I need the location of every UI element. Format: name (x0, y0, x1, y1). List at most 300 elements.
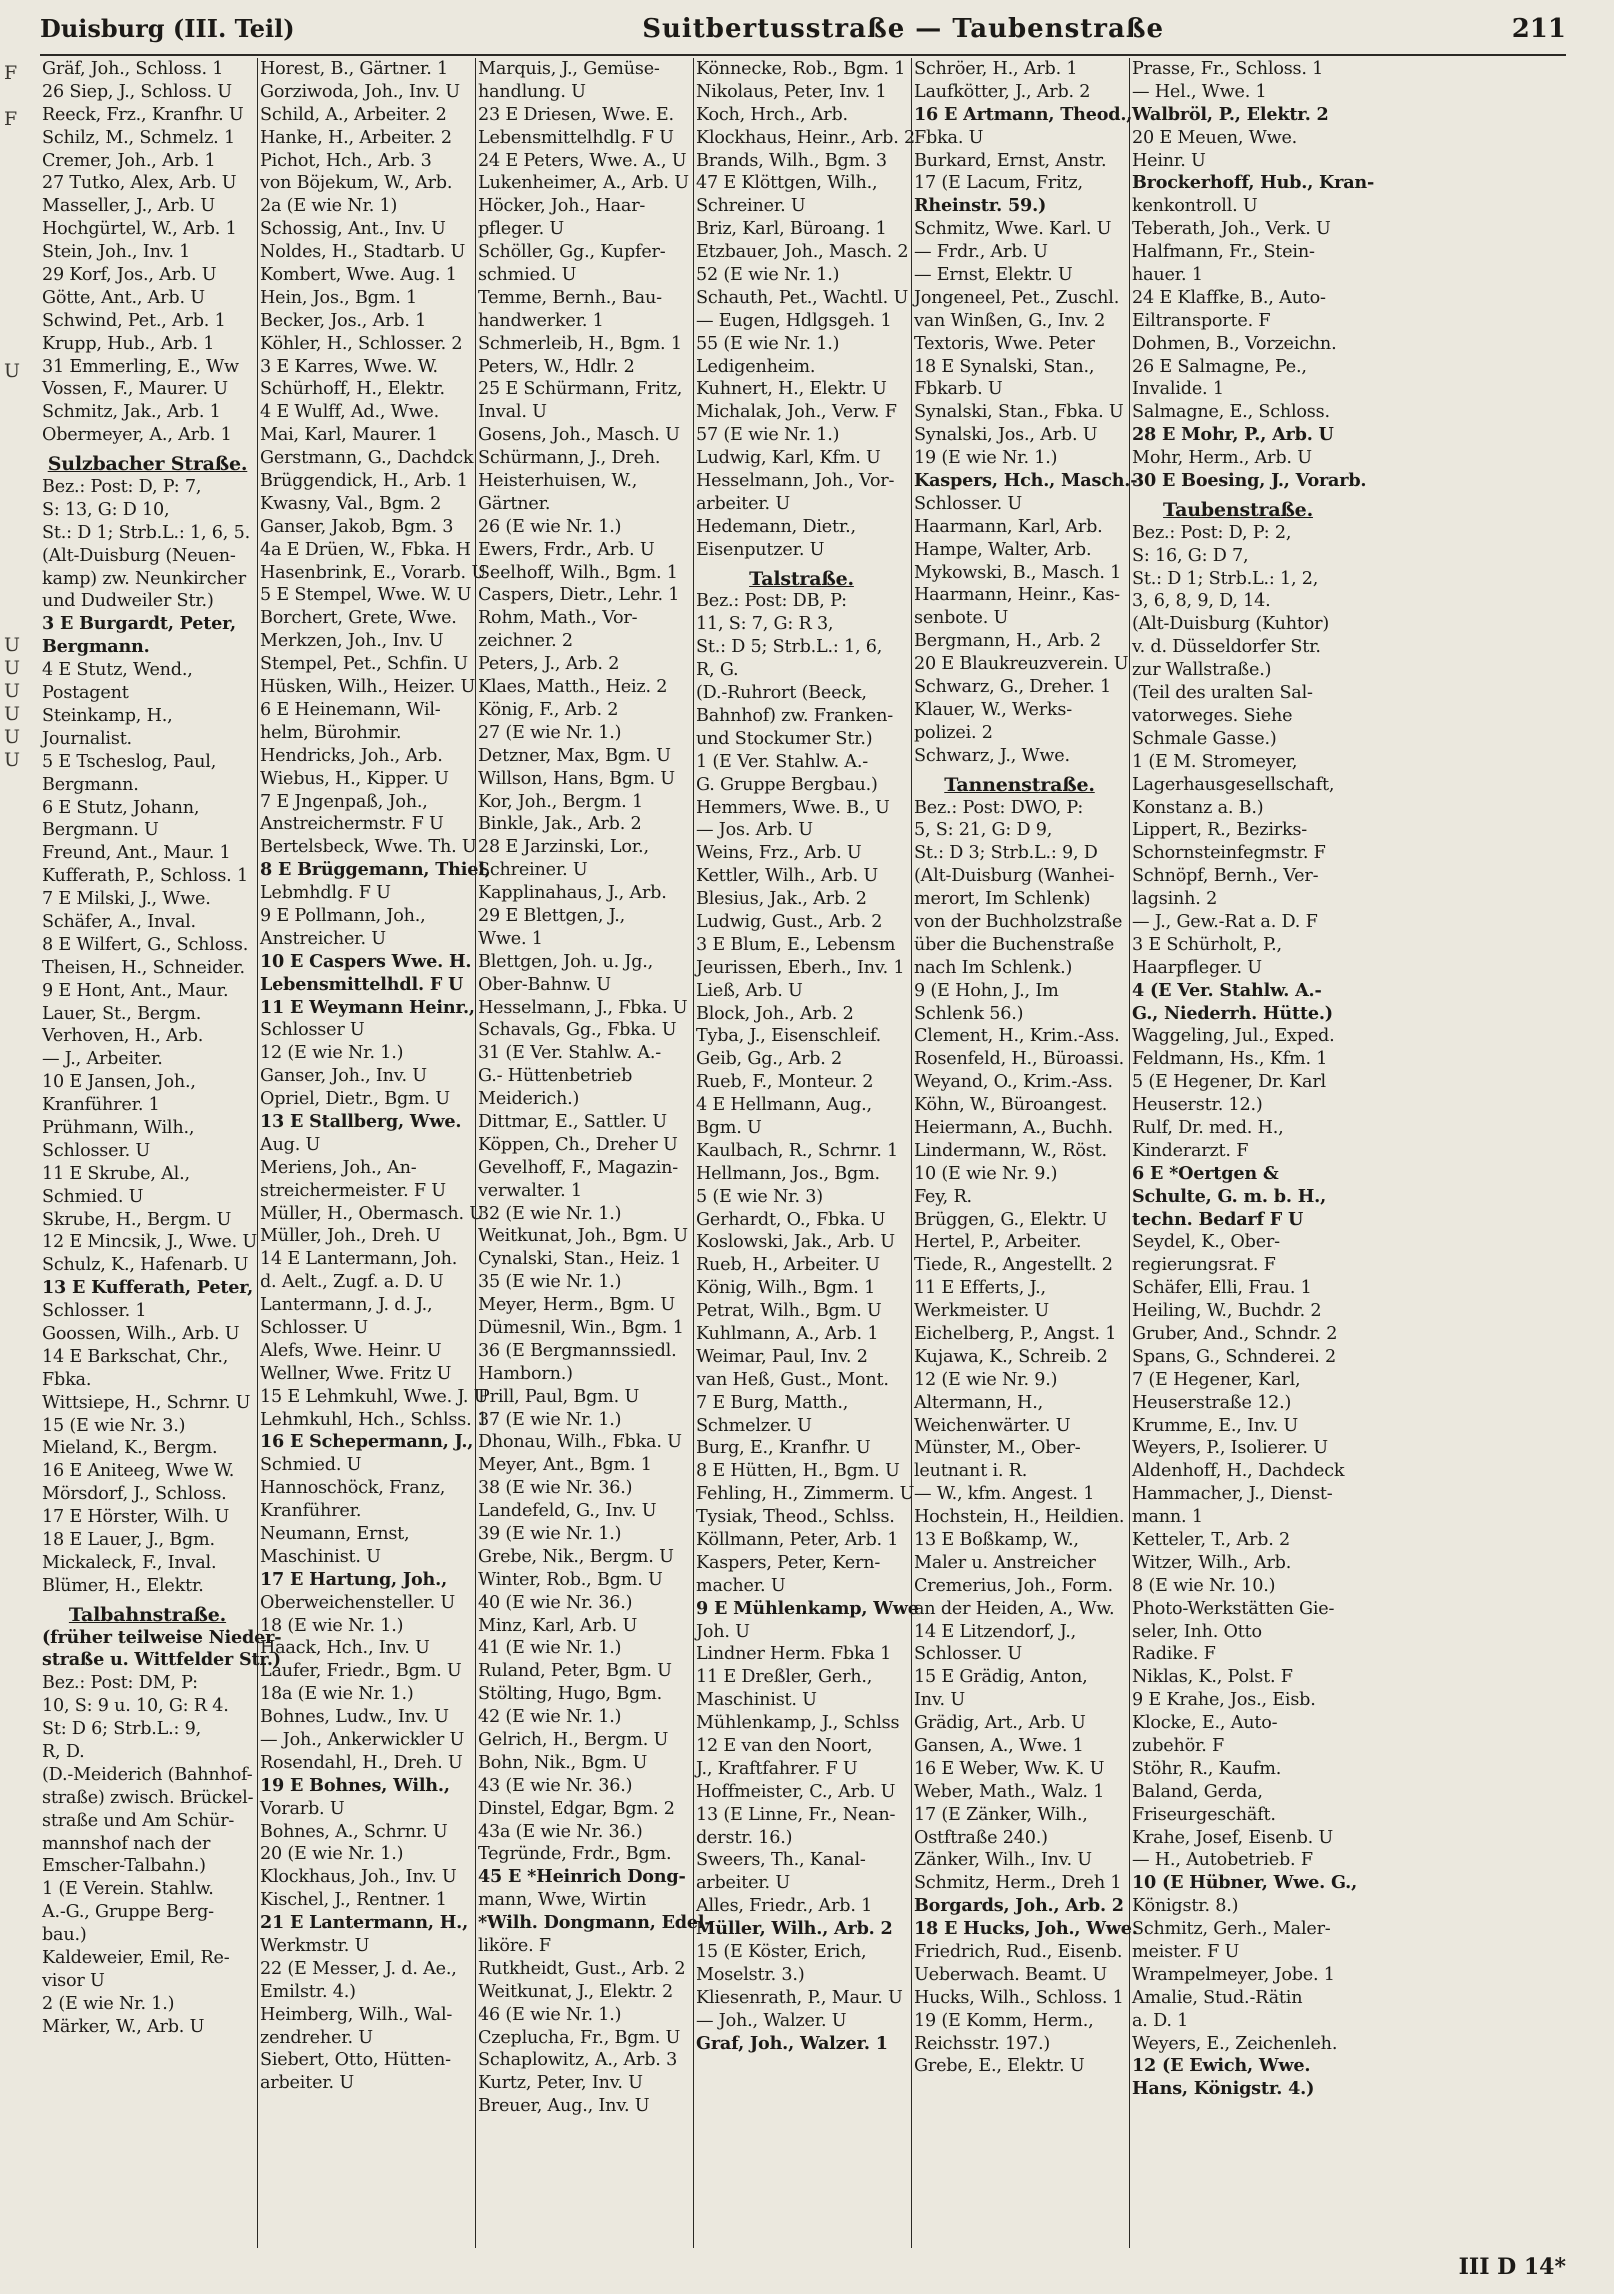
directory-entry: zur Wallstraße.) (1132, 660, 1272, 681)
directory-entry: Willson, Hans, Bgm. U (478, 768, 675, 789)
directory-entry: — Jos. Arb. U (696, 820, 813, 841)
directory-entry: Klauer, W., Werks- (914, 699, 1072, 720)
directory-entry: J., Kraftfahrer. F U (696, 1758, 858, 1779)
directory-entry: Müller, Joh., Dreh. U (260, 1226, 441, 1247)
directory-entry: Tyba, J., Eisenschleif. (696, 1026, 882, 1047)
directory-entry: mann. 1 (1132, 1507, 1203, 1528)
directory-entry: Verhoven, H., Arb. (42, 1026, 204, 1047)
directory-entry: 1 (E M. Stromeyer, (1132, 751, 1298, 772)
directory-entry: merort, Im Schlenk) (914, 889, 1091, 910)
margin-mark: U (4, 748, 21, 771)
margin-mark (4, 266, 30, 289)
directory-entry: Bohn, Nik., Bgm. U (478, 1752, 648, 1773)
directory-entry: 14 E Barkschat, Chr., (42, 1346, 229, 1367)
directory-entry: mannshof nach der (42, 1833, 211, 1854)
directory-entry: 28 E Mohr, P., Arb. U (1132, 424, 1334, 446)
directory-entry: 4 E Wulff, Ad., Wwe. (260, 402, 440, 423)
directory-entry: Müller, H., Obermasch. U (260, 1203, 484, 1224)
directory-entry: Peters, J., Arb. 2 (478, 654, 620, 675)
directory-entry: 15 E Lehmkuhl, Wwe. J. U (260, 1386, 489, 1407)
directory-entry: Rosenfeld, H., Büroassi. (914, 1049, 1124, 1070)
directory-entry: Bez.: Post: DM, P: (42, 1673, 198, 1694)
directory-entry: und Dudweiler Str.) (42, 591, 214, 612)
directory-entry: Mieland, K., Bergm. (42, 1438, 218, 1459)
directory-entry: Ledigenheim. (696, 356, 816, 377)
directory-entry: Ganser, Joh., Inv. U (260, 1066, 427, 1087)
directory-entry: Weimar, Paul, Inv. 2 (696, 1346, 868, 1367)
directory-entry: Stöhr, R., Kaufm. (1132, 1758, 1282, 1779)
directory-entry: d. Aelt., Zugf. a. D. U (260, 1272, 444, 1293)
directory-entry: Lebensmittelhdlg. F U (478, 127, 674, 148)
margin-mark (4, 449, 30, 472)
directory-entry: 4a E Drüen, W., Fbka. H (260, 539, 471, 560)
directory-entry: kenkontroll. U (1132, 196, 1258, 217)
directory-entry: St.: D 3; Strb.L.: 9, D (914, 843, 1098, 864)
directory-entry: Köhn, W., Büroangest. (914, 1095, 1108, 1116)
directory-entry: pfleger. U (478, 219, 564, 240)
directory-entry: Schwind, Pet., Arb. 1 (42, 310, 226, 331)
directory-entry: 28 E Jarzinski, Lor., (478, 837, 649, 858)
directory-entry: 12 (E Ewich, Wwe. (1132, 2055, 1311, 2077)
directory-entry: Hucks, Wilh., Schloss. 1 (914, 1987, 1124, 2008)
margin-mark (4, 1113, 30, 1136)
directory-entry: Prill, Paul, Bgm. U (478, 1386, 640, 1407)
directory-entry: 13 (E Linne, Fr., Nean- (696, 1804, 896, 1825)
directory-entry: Hampe, Walter, Arb. (914, 539, 1092, 560)
directory-entry: Hertel, P., Arbeiter. (914, 1232, 1082, 1253)
directory-entry: techn. Bedarf F U (1132, 1208, 1304, 1230)
margin-mark (4, 815, 30, 838)
directory-entry: Hannoschöck, Franz, (260, 1478, 446, 1499)
directory-entry: Eiltransporte. F (1132, 310, 1271, 331)
directory-entry: Caspers, Dietr., Lehr. 1 (478, 585, 680, 606)
directory-entry: 4 E Stutz, Wend., (42, 660, 193, 681)
margin-mark (4, 1319, 30, 1342)
directory-entry: Breuer, Aug., Inv. U (478, 2096, 650, 2117)
directory-entry: — Ernst, Elektr. U (914, 265, 1073, 286)
directory-entry: S: 13, G: D 10, (42, 499, 170, 520)
directory-entry: Gruber, And., Schndr. 2 (1132, 1323, 1338, 1344)
directory-entry: senbote. U (914, 608, 1009, 629)
directory-entry: polizei. 2 (914, 722, 993, 743)
directory-entry: Bahnhof) zw. Franken- (696, 705, 893, 726)
margin-mark (4, 495, 30, 518)
directory-entry: Ostftraße 240.) (914, 1827, 1048, 1848)
directory-entry: *Wilh. Dongmann, Edel- (478, 1912, 712, 1934)
directory-entry: Merkzen, Joh., Inv. U (260, 631, 444, 652)
directory-entry: Lebensmittelhdl. F U (260, 973, 464, 995)
directory-entry: Klocke, E., Auto- (1132, 1713, 1278, 1734)
street-heading: Talstraße. (749, 567, 854, 590)
directory-entry: Inv. U (914, 1690, 965, 1711)
directory-entry: Alefs, Wwe. Heinr. U (260, 1340, 442, 1361)
directory-entry: Aldenhoff, H., Dachdeck (1132, 1461, 1345, 1482)
directory-entry: 27 Tutko, Alex, Arb. U (42, 173, 237, 194)
directory-entry: Kombert, Wwe. Aug. 1 (260, 265, 457, 286)
directory-entry: Wrampelmeyer, Jobe. 1 (1132, 1964, 1335, 1985)
directory-entry: Etzbauer, Joh., Masch. 2 (696, 242, 909, 263)
directory-entry: Schossig, Ant., Inv. U (260, 219, 446, 240)
directory-entry: 10 E Jansen, Joh., (42, 1072, 196, 1093)
directory-entry: Skrube, H., Bergm. U (42, 1209, 232, 1230)
directory-entry: 27 (E wie Nr. 1.) (478, 722, 622, 743)
directory-entry: 23 E Driesen, Wwe. E. (478, 104, 674, 125)
directory-entry: Gräf, Joh., Schloss. 1 (42, 59, 224, 79)
directory-entry: Krupp, Hub., Arb. 1 (42, 333, 215, 354)
directory-entry: 3 E Schürholt, P., (1132, 934, 1282, 955)
directory-entry: Bez.: Post: DB, P: (696, 591, 847, 612)
directory-entry: Schmied. U (42, 1186, 144, 1207)
directory-entry: 7 E Burg, Matth., (696, 1392, 849, 1413)
directory-entry: 11 E Weymann Heinr., (260, 996, 475, 1018)
directory-entry: Minz, Karl, Arb. U (478, 1615, 638, 1636)
directory-entry: Blesius, Jak., Arb. 2 (696, 889, 867, 910)
directory-entry: 26 (E wie Nr. 1.) (478, 516, 622, 537)
directory-entry: kamp) zw. Neunkircher (42, 568, 246, 589)
directory-entry: Kurtz, Peter, Inv. U (478, 2073, 643, 2094)
directory-entry: Emscher-Talbahn.) (42, 1856, 206, 1877)
directory-entry: 43 (E wie Nr. 36.) (478, 1775, 633, 1796)
directory-entry: Werkmstr. U (260, 1936, 370, 1957)
directory-entry: Haarmann, Karl, Arb. (914, 516, 1103, 537)
directory-entry: arbeiter. U (696, 493, 790, 514)
directory-entry: Reeck, Frz., Kranfhr. U (42, 104, 244, 125)
directory-entry: straße und Am Schür- (42, 1810, 235, 1831)
directory-entry: Bez.: Post: D, P: 7, (42, 477, 202, 498)
directory-entry: Hein, Jos., Bgm. 1 (260, 287, 418, 308)
directory-entry: Inval. U (478, 402, 547, 423)
directory-entry: 11 E Skrube, Al., (42, 1163, 190, 1184)
directory-entry: 26 Siep, J., Schloss. U (42, 81, 232, 102)
directory-entry: Bergmann. U (42, 820, 159, 841)
directory-entry: Blettgen, Joh. u. Jg., (478, 951, 654, 972)
directory-entry: 39 (E wie Nr. 1.) (478, 1524, 622, 1544)
directory-entry: Feldmann, Hs., Kfm. 1 (1132, 1049, 1328, 1070)
directory-entry: Kliesenrath, P., Maur. U (696, 1987, 903, 2008)
directory-entry: 1 (E Verein. Stahlw. (42, 1879, 214, 1900)
directory-entry: Eichelberg, P., Angst. 1 (914, 1323, 1117, 1344)
margin-mark (4, 1182, 30, 1205)
directory-entry: Detzner, Max, Bgm. U (478, 745, 671, 766)
directory-entry: 17 (E Zänker, Wilh., (914, 1804, 1088, 1825)
directory-entry: König, Wilh., Bgm. 1 (696, 1278, 876, 1299)
directory-entry: — Joh., Walzer. U (696, 2010, 847, 2031)
directory-entry: Cremer, Joh., Arb. 1 (42, 150, 216, 171)
directory-entry: regierungsrat. F (1132, 1255, 1276, 1276)
directory-entry: Burkard, Ernst, Anstr. (914, 150, 1107, 171)
directory-entry: Czeplucha, Fr., Bgm. U (478, 2027, 681, 2048)
directory-entry: Blümer, H., Elektr. (42, 1575, 204, 1596)
directory-entry: über die Buchenstraße (914, 934, 1115, 955)
directory-entry: Jongeneel, Pet., Zuschl. (914, 287, 1120, 308)
directory-entry: Schöller, Gg., Kupfer- (478, 242, 666, 263)
directory-entry: 5 (E wie Nr. 3) (696, 1186, 823, 1207)
directory-entry: Rheinstr. 59.) (914, 195, 1047, 217)
directory-entry: seler, Inh. Otto (1132, 1621, 1262, 1642)
directory-entry: Schilz, M., Schmelz. 1 (42, 127, 235, 148)
directory-entry: 25 E Schürmann, Fritz, (478, 379, 683, 400)
directory-entry: Mühlenkamp, J., Schlss (696, 1713, 900, 1734)
margin-mark (4, 380, 30, 403)
directory-entry: Meiderich.) (478, 1089, 580, 1110)
directory-entry: Hendricks, Joh., Arb. (260, 745, 443, 766)
directory-entry: van Winßen, G., Inv. 2 (914, 310, 1106, 331)
directory-entry: an der Heiden, A., Ww. (914, 1598, 1115, 1619)
directory-entry: Heimberg, Wilh., Wal- (260, 2004, 453, 2025)
directory-entry: St: D 6; Strb.L.: 9, (42, 1719, 202, 1740)
directory-entry: 37 (E wie Nr. 1.) (478, 1409, 622, 1430)
directory-entry: Binkle, Jak., Arb. 2 (478, 814, 642, 835)
directory-entry: 16 E Artmann, Theod., (914, 103, 1133, 125)
directory-entry: nach Im Schlenk.) (914, 957, 1073, 978)
directory-entry: Hellmann, Jos., Bgm. (696, 1163, 880, 1184)
margin-mark (4, 152, 30, 175)
directory-entry: Teberath, Joh., Verk. U (1132, 219, 1331, 240)
directory-entry: von der Buchholzstraße (914, 911, 1123, 932)
margin-mark: F (4, 107, 18, 130)
directory-entry: Hüsken, Wilh., Heizer. U (260, 677, 476, 698)
directory-entry: van Heß, Gust., Mont. (696, 1369, 889, 1390)
margin-mark (4, 220, 30, 243)
directory-entry: liköre. F (478, 1936, 551, 1957)
directory-entry: (Alt-Duisburg (Neuen- (42, 545, 236, 566)
directory-entry: Klockhaus, Joh., Inv. U (260, 1867, 457, 1888)
directory-entry: 18a (E wie Nr. 1.) (260, 1684, 414, 1705)
directory-entry: Grädig, Art., Arb. U (914, 1713, 1086, 1734)
directory-entry: Sweers, Th., Kanal- (696, 1850, 866, 1871)
margin-mark (4, 1136, 30, 1159)
directory-entry: Lebmhdlg. F U (260, 883, 391, 904)
directory-entry: 55 (E wie Nr. 1.) (696, 333, 840, 354)
directory-entry: Bertelsbeck, Wwe. Th. U (260, 837, 477, 858)
directory-entry: 18 E Lauer, J., Bgm. (42, 1530, 215, 1550)
directory-entry: Bohnes, Ludw., Inv. U (260, 1707, 449, 1728)
directory-entry: Kettler, Wilh., Arb. U (696, 866, 879, 887)
directory-entry: Klaes, Matth., Heiz. 2 (478, 677, 668, 698)
directory-entry: 17 E Hartung, Joh., (260, 1568, 447, 1590)
directory-entry: 35 (E wie Nr. 1.) (478, 1272, 622, 1293)
directory-entry: 4 (E Ver. Stahlw. A.- (1132, 979, 1322, 1001)
directory-entry: Grebe, Nik., Bergm. U (478, 1546, 674, 1567)
margin-mark (4, 243, 30, 266)
directory-entry: Ludwig, Karl, Kfm. U (696, 448, 881, 469)
directory-entry: — W., kfm. Angest. 1 (914, 1484, 1095, 1505)
directory-entry: Schlosser. U (914, 493, 1023, 514)
directory-entry: — Joh., Ankerwickler U (260, 1730, 465, 1751)
directory-entry: Kaspers, Hch., Masch.- (914, 470, 1138, 492)
header-city: Duisburg (III. Teil) (40, 14, 295, 43)
directory-entry: 20 E Meuen, Wwe. (1132, 127, 1298, 148)
directory-entry: Synalski, Stan., Fbka. U (914, 402, 1124, 423)
directory-entry: Brüggen, G., Elektr. U (914, 1209, 1108, 1230)
margin-mark (4, 129, 30, 152)
directory-entry: 11 E Efferts, J., (914, 1278, 1046, 1299)
directory-entry: 31 Emmerling, E., Ww (42, 356, 239, 377)
directory-entry: 16 E Weber, Ww. K. U (914, 1758, 1105, 1779)
margin-mark: U (4, 725, 21, 748)
directory-entry: 3 E Burgardt, Peter, (42, 613, 236, 635)
directory-entry: Wittsiepe, H., Schrnr. U (42, 1392, 251, 1413)
directory-entry: Joh. U (696, 1621, 750, 1642)
directory-entry: 38 (E wie Nr. 36.) (478, 1478, 633, 1499)
directory-entry: Hochgürtel, W., Arb. 1 (42, 219, 237, 240)
directory-entry: 9 E Hont, Ant., Maur. (42, 980, 229, 1001)
margin-mark (4, 999, 30, 1022)
directory-entry: R, D. (42, 1742, 85, 1763)
directory-entry: Schmied. U (260, 1455, 362, 1476)
directory-entry: 6 E *Oertgen & (1132, 1162, 1279, 1184)
margin-mark (4, 1342, 30, 1365)
directory-entry: Grebe, E., Elektr. U (914, 2056, 1085, 2077)
directory-entry: Cynalski, Stan., Heiz. 1 (478, 1249, 682, 1270)
margin-mark (4, 1044, 30, 1067)
directory-entry: lagsinh. 2 (1132, 889, 1218, 910)
directory-entry: Ließ, Arb. U (696, 980, 803, 1001)
directory-entry: Bohnes, A., Schrnr. U (260, 1821, 448, 1842)
directory-entry: A.-G., Gruppe Berg- (42, 1902, 214, 1923)
directory-entry: Baland, Gerda, (1132, 1781, 1263, 1802)
column-1 (40, 58, 282, 2248)
directory-entry: vatorweges. Siehe (1132, 705, 1293, 726)
directory-entry: Seelhoff, Wilh., Bgm. 1 (478, 562, 678, 583)
directory-entry: Dümesnil, Win., Bgm. 1 (478, 1317, 684, 1338)
margin-mark (4, 1205, 30, 1228)
directory-entry: handlung. U (478, 81, 586, 102)
directory-entry: Schäfer, A., Inval. (42, 911, 196, 932)
column-3 (476, 58, 712, 2248)
directory-entry: Friedrich, Rud., Eisenb. (914, 1942, 1123, 1963)
directory-entry: 36 (E Bergmannssiedl. (478, 1340, 677, 1361)
directory-entry: Gerhardt, O., Fbka. U (696, 1209, 886, 1230)
margin-mark: F (4, 62, 18, 84)
directory-entry: 21 E Lantermann, H., (260, 1912, 469, 1934)
directory-entry: Münster, M., Ober- (914, 1438, 1081, 1459)
directory-entry: arbeiter. U (696, 1873, 790, 1894)
directory-entry: G., Niederrh. Hütte.) (1132, 1002, 1333, 1024)
directory-entry: Kranführer. (260, 1501, 362, 1522)
directory-entry: Schwarz, G., Dreher. 1 (914, 677, 1111, 698)
directory-entry: 8 E Brüggemann, Thiel, (260, 859, 491, 881)
margin-mark (4, 1433, 30, 1456)
directory-entry: 8 (E wie Nr. 10.) (1132, 1575, 1276, 1596)
directory-entry: Schauth, Pet., Wachtl. U (696, 287, 909, 308)
directory-entry: Mörsdorf, J., Schloss. (42, 1484, 227, 1505)
directory-entry: 10 E Caspers Wwe. H. (260, 950, 472, 972)
directory-entry: straße u. Wittfelder Str.) (42, 1649, 281, 1671)
directory-entry: (Alt-Duisburg (Wanhei- (914, 866, 1115, 887)
margin-mark (4, 83, 30, 106)
directory-entry: Gansen, A., Wwe. 1 (914, 1736, 1084, 1757)
margin-mark (4, 403, 30, 426)
directory-entry: Winter, Rob., Bgm. U (478, 1569, 663, 1590)
directory-entry: Graf, Joh., Walzer. 1 (696, 2032, 888, 2054)
margin-mark (4, 541, 30, 564)
margin-strip (0, 60, 30, 1680)
directory-entry: Schmitz, Wwe. Karl. U (914, 219, 1112, 240)
directory-entry: Müller, Wilh., Arb. 2 (696, 1918, 893, 1940)
directory-entry: Höcker, Joh., Haar- (478, 196, 646, 217)
directory-entry: Gorziwoda, Joh., Inv. U (260, 81, 460, 102)
directory-entry: Krahe, Josef, Eisenb. U (1132, 1827, 1334, 1848)
page-number: 211 (1511, 14, 1566, 44)
margin-mark: U (4, 702, 21, 725)
directory-entry: Hesselmann, J., Fbka. U (478, 997, 688, 1018)
directory-entry: 42 (E wie Nr. 1.) (478, 1707, 622, 1728)
directory-entry: Gosens, Joh., Masch. U (478, 425, 680, 446)
directory-entry: Bergmann. (42, 774, 139, 795)
directory-entry: Krumme, E., Inv. U (1132, 1415, 1299, 1436)
margin-mark (4, 312, 30, 335)
margin-mark (4, 1159, 30, 1182)
directory-entry: Michalak, Joh., Verw. F (696, 402, 897, 423)
directory-entry: 9 E Mühlenkamp, Wwe (696, 1597, 919, 1619)
directory-entry: 19 E Bohnes, Wilh., (260, 1774, 450, 1796)
directory-entry: Invalide. 1 (1132, 379, 1224, 400)
directory-entry: Obermeyer, A., Arb. 1 (42, 425, 232, 446)
margin-mark (4, 1296, 30, 1319)
directory-entry: 20 (E wie Nr. 1.) (260, 1844, 404, 1865)
directory-entry: 14 E Lantermann, Joh. (260, 1249, 458, 1270)
directory-entry: Wellner, Wwe. Fritz U (260, 1363, 452, 1384)
directory-entry: 7 (E Hegener, Karl, (1132, 1369, 1301, 1390)
directory-entry: Tegründe, Frdr., Bgm. (478, 1844, 672, 1865)
directory-entry: Seydel, K., Ober- (1132, 1232, 1280, 1253)
directory-entry: Borchert, Grete, Wwe. (260, 608, 457, 629)
street-heading: Taubenstraße. (1163, 498, 1313, 521)
directory-entry: Lauer, St., Bergm. (42, 1003, 202, 1024)
directory-entry: 24 E Klaffke, B., Auto- (1132, 287, 1326, 308)
directory-entry: Gelrich, H., Bergm. U (478, 1730, 669, 1751)
directory-entry: Anstreicher. U (260, 928, 386, 949)
directory-entry: König, F., Arb. 2 (478, 699, 619, 720)
directory-entry: Stein, Joh., Inv. 1 (42, 242, 191, 263)
directory-entry: S: 16, G: D 7, (1132, 545, 1249, 566)
column-6 (1130, 58, 1375, 2248)
directory-entry: Bez.: Post: D, P: 2, (1132, 522, 1292, 543)
margin-mark (4, 1090, 30, 1113)
margin-mark (4, 564, 30, 587)
directory-entry: Meriens, Joh., An- (260, 1157, 417, 1178)
directory-entry: 8 E Wilfert, G., Schloss. (42, 934, 249, 955)
directory-entry: Kaldeweier, Emil, Re- (42, 1948, 230, 1969)
directory-entry: Horest, B., Gärtner. 1 (260, 59, 448, 79)
directory-entry: 11, S: 7, G: R 3, (696, 614, 834, 635)
directory-entry: Weyers, E., Zeichenleh. (1132, 2033, 1338, 2054)
directory-entry: Siebert, Otto, Hütten- (260, 2050, 451, 2071)
directory-entry: Königstr. 8.) (1132, 1896, 1239, 1917)
directory-entry: 40 (E wie Nr. 36.) (478, 1592, 633, 1613)
directory-entry: — Hel., Wwe. 1 (1132, 81, 1267, 102)
directory-entry: Meyer, Ant., Bgm. 1 (478, 1455, 652, 1476)
directory-entry: Haarpfleger. U (1132, 957, 1262, 978)
directory-entry: 29 Korf, Jos., Arb. U (42, 265, 217, 286)
directory-entry: Koch, Hrch., Arb. (696, 104, 848, 125)
header-street-range: Suitbertusstraße — Taubenstraße (642, 14, 1165, 44)
directory-entry: Mohr, Herm., Arb. U (1132, 448, 1312, 469)
directory-entry: Synalski, Jos., Arb. U (914, 425, 1098, 446)
directory-entry: 7 E Jngenpaß, Joh., (260, 791, 428, 812)
directory-entry: 12 E Mincsik, J., Wwe. U (42, 1232, 257, 1253)
directory-entry: 45 E *Heinrich Dong- (478, 1866, 686, 1888)
directory-entry: Heuserstraße 12.) (1132, 1392, 1292, 1413)
directory-entry: Schreiner. U (696, 196, 806, 217)
directory-entry: Stölting, Hugo, Bgm. (478, 1684, 662, 1705)
directory-entry: Hesselmann, Joh., Vor- (696, 471, 895, 492)
directory-entry: Hasenbrink, E., Vorarb. U (260, 562, 486, 583)
directory-entry: mann, Wwe, Wirtin (478, 1890, 647, 1911)
directory-entry: Vorarb. U (260, 1798, 345, 1819)
directory-entry: 18 E Synalski, Stan., (914, 356, 1095, 377)
